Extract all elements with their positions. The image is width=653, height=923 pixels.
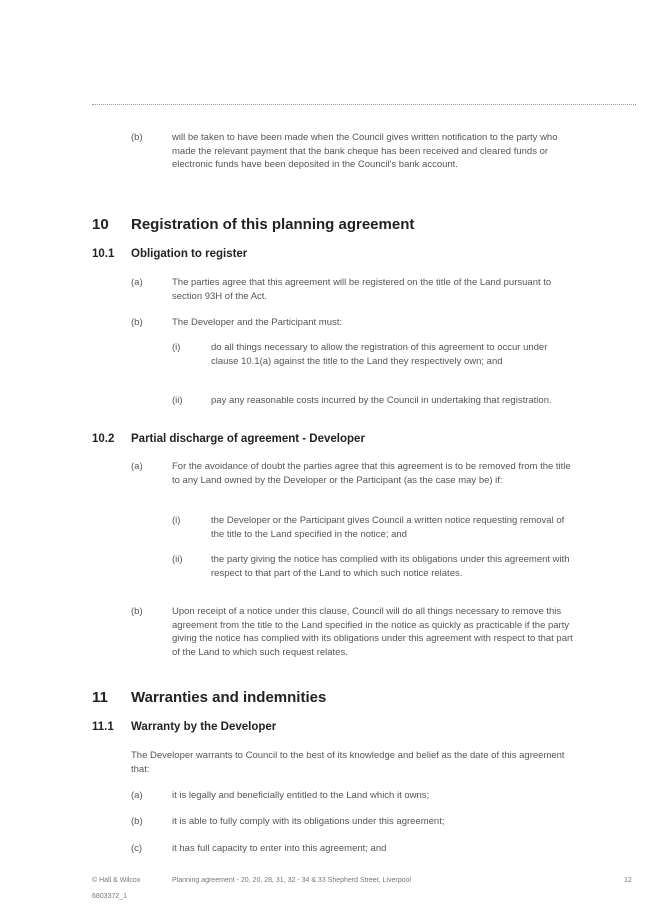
subclause-text: pay any reasonable costs incurred by the Council in undertaking that registration. xyxy=(211,395,552,406)
section-number: 11 xyxy=(92,689,108,706)
subclause-text: the party giving the notice has complied with its obligations under this agreement with respect to that part of the Land to which such notice relates. xyxy=(211,554,570,579)
clause-text: The Developer and the Participant must: xyxy=(172,317,343,328)
section-number: 10 xyxy=(92,216,109,233)
clause-text: it is able to fully comply with its obligations under this agreement; xyxy=(172,816,445,827)
document-reference: 6803372_1 xyxy=(92,893,128,900)
footer-document-title: Planning agreement - 20, 20, 28, 31, 32 - 34 & 33 Shepherd Street, Liverpool xyxy=(172,877,411,884)
subclause-label: (i) xyxy=(172,342,181,353)
subsection-title: Obligation to register xyxy=(131,248,248,260)
clause-label: (b) xyxy=(131,606,143,617)
subclause-text: the Developer or the Participant gives Council a written notice requesting removal of the title to the Land specified in the notice; and xyxy=(211,515,565,540)
subclause-label: (ii) xyxy=(172,395,183,406)
paragraph: The Developer warrants to Council to the best of its knowledge and belief as the date of this agreement that: xyxy=(131,750,565,775)
subclause-text: do all things necessary to allow the registration of this agreement to occur under clause 10.1(a) against the title to the Land they respectively own; and xyxy=(211,342,548,367)
clause-label: (b) xyxy=(131,132,143,143)
subsection-number: 10.2 xyxy=(92,433,115,445)
clause-text: it is legally and beneficially entitled to the Land which it owns; xyxy=(172,790,430,801)
clause-label: (c) xyxy=(131,843,143,854)
subsection-title: Partial discharge of agreement - Developer xyxy=(131,433,365,445)
clause-text: will be taken to have been made when the Council gives written notification to the party who made the relevant payment that the bank cheque has been received and cleared funds or electronic funds have been deposited in the Council's bank account. xyxy=(172,132,558,170)
subclause-label: (i) xyxy=(172,515,181,526)
clause-text: The parties agree that this agreement will be registered on the title of the Land pursuant to section 93H of the Act. xyxy=(172,277,552,302)
clause-label: (a) xyxy=(131,461,143,472)
clause-text: Upon receipt of a notice under this clause, Council will do all things necessary to remove this agreement from the title to the Land specified in the notice as quickly as practicable if the party giving the notice has complied with its obligations under this agreement with respect to that part of the Land to which such request relates. xyxy=(172,606,573,658)
clause-label: (b) xyxy=(131,816,143,827)
section-title: Registration of this planning agreement xyxy=(131,216,415,233)
subsection-number: 11.1 xyxy=(92,721,114,733)
footer-copyright: © Hall & Wilcox xyxy=(92,877,141,884)
clause-text: For the avoidance of doubt the parties agree that this agreement is to be removed from the title to any Land owned by the Developer or the Participant (as the case may be) if: xyxy=(172,461,571,486)
clause-label: (a) xyxy=(131,790,143,801)
subsection-number: 10.1 xyxy=(92,248,115,260)
clause-label: (b) xyxy=(131,317,143,328)
header-rule xyxy=(92,104,636,105)
section-title: Warranties and indemnities xyxy=(131,689,327,706)
subsection-title: Warranty by the Developer xyxy=(131,721,277,733)
clause-text: it has full capacity to enter into this agreement; and xyxy=(172,843,387,854)
subclause-label: (ii) xyxy=(172,554,183,565)
page-number: 12 xyxy=(624,877,632,884)
clause-label: (a) xyxy=(131,277,143,288)
